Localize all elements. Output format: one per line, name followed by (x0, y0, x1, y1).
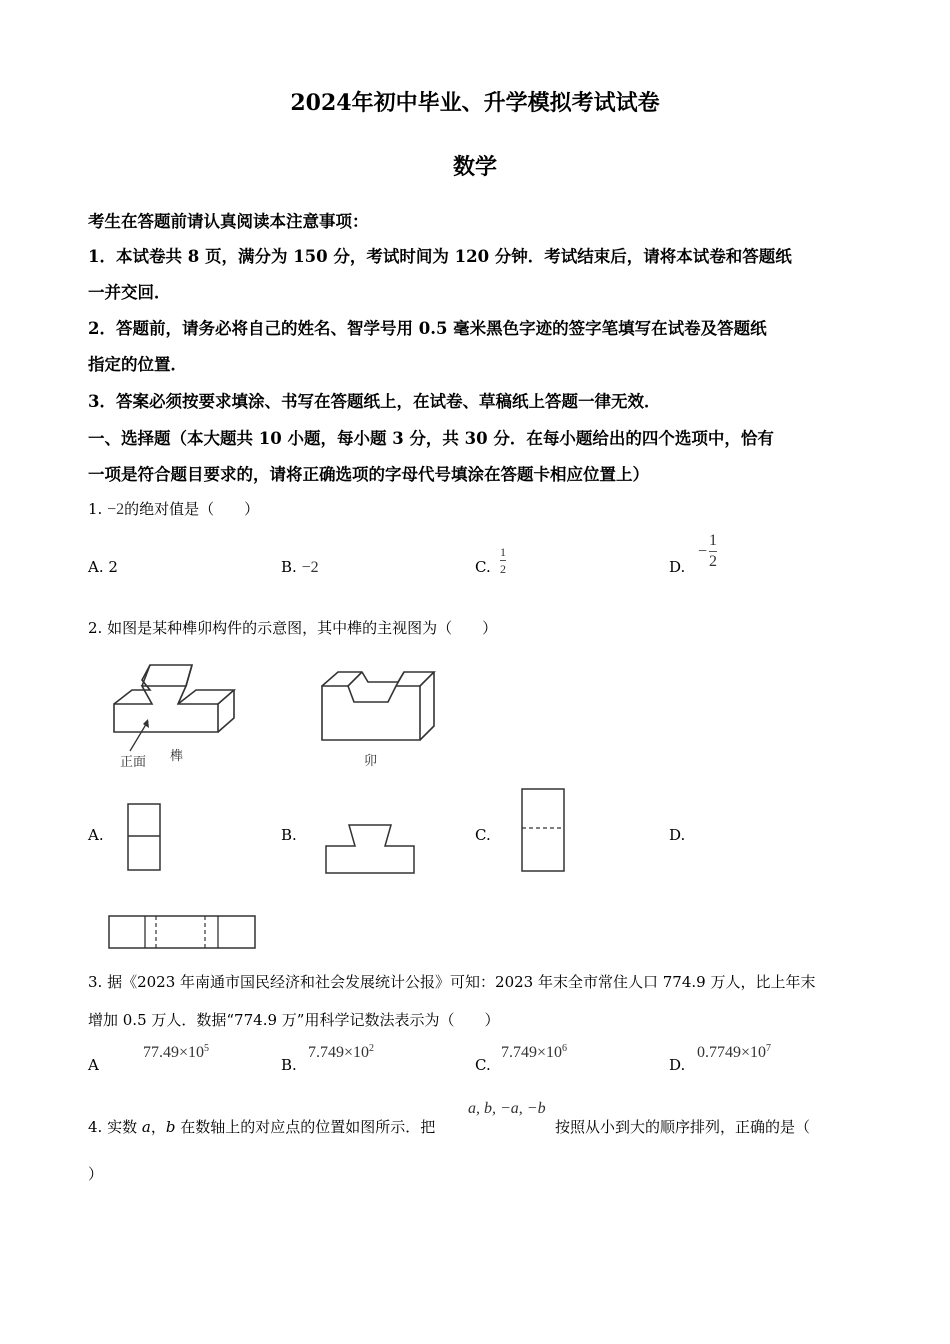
negative-fraction (698, 533, 717, 570)
section-heading-cont: 一项是符合题目要求的，请将正确选项的字母代号填涂在答题卡相应位置上） (88, 465, 649, 484)
question-3-stem-cont: 增加 0.5 万人．数据“774.9 万”用科学记数法表示为（ ） (88, 1011, 500, 1029)
mortise-figure (316, 660, 446, 780)
option-c-label-q3[interactable]: C. (475, 1056, 491, 1074)
notice-item-1: 1．本试卷共 8 页，满分为 150 分，考试时间为 120 分钟．考试结束后，请将本试卷和答题纸 (88, 247, 792, 266)
math-expression: a, b, −a, −b (468, 1100, 546, 1117)
exponent: 2 (369, 1043, 375, 1054)
option-label: A. (88, 558, 104, 576)
option-a[interactable] (88, 558, 118, 576)
question-text: 4. 实数 (88, 1118, 138, 1136)
base: 7.749×10 (308, 1044, 370, 1061)
option-b-value (308, 1043, 374, 1062)
option-d-label-q2[interactable]: D. (669, 826, 686, 844)
notice-heading: 考生在答题前请认真阅读本注意事项： (88, 212, 369, 231)
option-c-label[interactable]: C. (475, 558, 491, 576)
numerator: 1 (709, 532, 718, 549)
option-c-value (501, 1043, 567, 1062)
tenon-figure (100, 658, 250, 778)
tenon-label: 榫 (170, 749, 184, 764)
page-title: 2024年初中毕业、升学模拟考试试卷 (290, 90, 660, 116)
question-1-stem (88, 498, 259, 519)
notice-item-2: 2．答题前，请务必将自己的姓名、智学号用 0.5 毫米黑色字迹的签字笔填写在试卷及答题纸 (88, 319, 767, 338)
option-a-figure[interactable] (127, 803, 163, 873)
option-b-label-q3[interactable]: B. (281, 1056, 297, 1074)
option-d-value (697, 1043, 771, 1062)
option-d-label-q3[interactable]: D. (669, 1056, 686, 1074)
front-label: 正面 (120, 755, 147, 770)
notice-item-3: 3．答案必须按要求填涂、书写在答题纸上，在试卷、草稿纸上答题一律无效． (88, 392, 661, 411)
question-text: 的绝对值是（ ） (124, 500, 260, 518)
exponent: 5 (204, 1043, 210, 1054)
option-c-figure[interactable] (521, 788, 565, 873)
separator: ， (150, 1118, 166, 1136)
denominator: 2 (709, 553, 718, 570)
option-label: B. (281, 558, 297, 576)
option-a-label[interactable]: A. (88, 826, 104, 844)
option-value: −2 (301, 559, 319, 576)
notice-item-2-cont: 指定的位置． (88, 355, 187, 374)
closing-paren: ） (88, 1165, 104, 1183)
mortise-label: 卯 (364, 754, 378, 769)
variable-a: a (141, 1118, 151, 1136)
exponent: 6 (562, 1043, 568, 1054)
section-heading: 一、选择题（本大题共 10 小题，每小题 3 分，共 30 分．在每小题给出的四个选项中，恰有 (88, 429, 774, 448)
math-expression: −2 (107, 501, 125, 518)
variable-b: b (165, 1118, 176, 1136)
denominator: 2 (500, 562, 506, 576)
question-4-stem (88, 1116, 435, 1137)
exponent: 7 (766, 1043, 772, 1054)
base: 77.49×10 (143, 1044, 205, 1061)
question-4-stem-end: 按照从小到大的顺序排列，正确的是（ (555, 1118, 811, 1136)
option-value: 2 (108, 558, 118, 576)
option-a-label-q3[interactable]: A (88, 1056, 99, 1074)
option-b-label[interactable]: B. (281, 826, 297, 844)
base: 0.7749×10 (697, 1044, 767, 1061)
notice-item-1-cont: 一并交回． (88, 283, 171, 302)
question-2-stem: 2. 如图是某种榫卯构件的示意图，其中榫的主视图为（ ） (88, 619, 498, 637)
question-number: 1. (88, 500, 103, 518)
minus-sign: − (698, 542, 708, 560)
option-b-figure[interactable] (325, 823, 415, 875)
question-3-stem: 3. 据《2023 年南通市国民经济和社会发展统计公报》可知：2023 年末全市常住人口 774.9 万人，比上年末 (88, 973, 816, 991)
subject-title: 数学 (452, 154, 497, 180)
option-b[interactable] (281, 558, 319, 577)
numerator: 1 (500, 545, 506, 559)
option-c-label-q2[interactable]: C. (475, 826, 491, 844)
question-text: 在数轴上的对应点的位置如图所示．把 (180, 1118, 436, 1136)
fraction (500, 545, 506, 575)
option-d-label[interactable]: D. (669, 558, 686, 576)
option-a-value (143, 1043, 209, 1062)
option-d-figure[interactable] (108, 915, 258, 951)
base: 7.749×10 (501, 1044, 563, 1061)
